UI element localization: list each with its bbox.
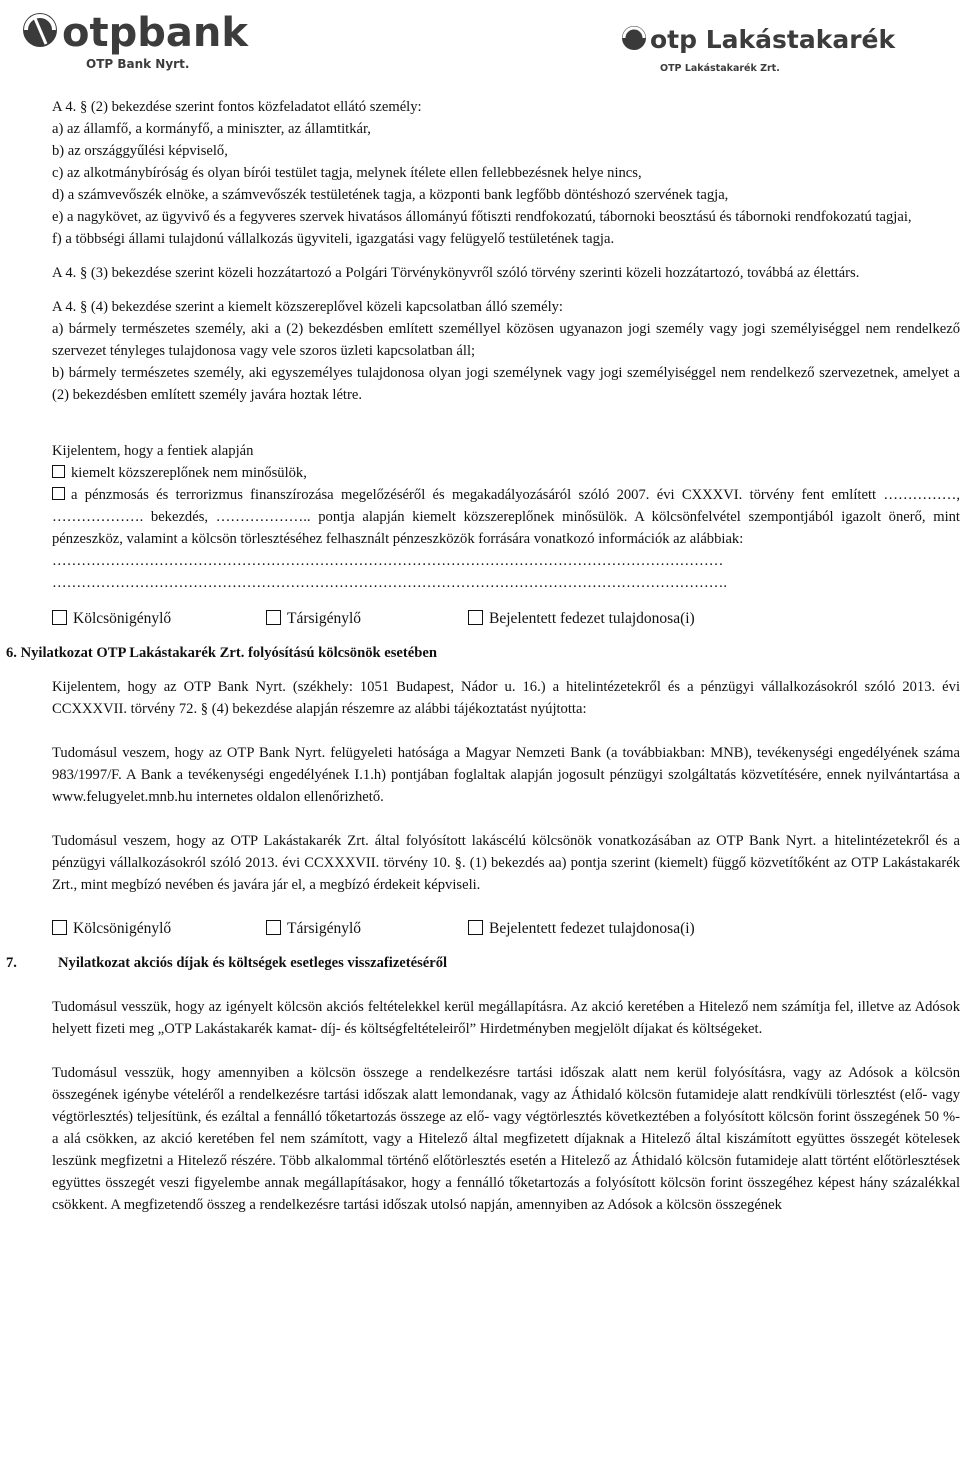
checkbox-coapplicant-1[interactable] — [266, 610, 281, 625]
otp-lakastakarek-emblem-icon — [622, 26, 646, 50]
sec-a2-item-a: a) az államfő, a kormányfő, a miniszter, az államtitkár, — [52, 121, 371, 137]
role-checkboxes-2 — [52, 918, 960, 940]
otp-lakastakarek-logo — [620, 16, 896, 76]
dotted-line-2[interactable]: …………………………………………………………………………………………………………………………. — [52, 575, 727, 591]
role-option-collateral-owner-2[interactable]: Bejelentett fedezet tulajdonosa(i) — [468, 918, 695, 940]
otp-lakastakarek-subtitle: OTP Lakástakarék Zrt. — [660, 63, 780, 74]
sec-a2-item-e: e) a nagykövet, az ügyvivő és a fegyveres szervek hivatásos állományú főtiszti rendfokozatú, tábornoki beosztású és tábornoki rendfokozatú tagjai, — [52, 209, 912, 225]
sec-a2-item-d: d) a számvevőszék elnöke, a számvevőszék testületének tagja, a központi bank legfőbb döntéshozó szervének tagja, — [52, 187, 729, 203]
checkbox-not-pep[interactable] — [52, 465, 65, 478]
section-6-paragraph-3: Tudomásul veszem, hogy az OTP Lakástakarék Zrt. által folyósított lakáscélú kölcsönök vonatkozásában az OTP Bank Nyrt. a hitelintézetekről és a pénzügyi vállalkozásokról szóló 2013. évi CCXXXVII. törvény 10. §. (1) bekezdés aa) pontja szerint (kiemelt) függő közvetítőként az OTP Lakástakarék Zrt., mint megbízó nevében és javára jár el, a megbízó érdekeit képviseli. — [52, 833, 960, 893]
role-checkboxes-1 — [52, 608, 960, 630]
otp-bank-subtitle: OTP Bank Nyrt. — [86, 57, 190, 71]
sec-a2-item-b: b) az országgyűlési képviselő, — [52, 143, 228, 159]
declaration-option-1-label: kiemelt közszereplőnek nem minősülök, — [71, 465, 307, 481]
checkbox-collateral-owner-2[interactable] — [468, 920, 483, 935]
sec-a3-paragraph: A 4. § (3) bekezdése szerint közeli hozzátartozó a Polgári Törvénykönyvről szóló törvény szerinti közeli hozzátartozó, továbbá az élettárs. — [52, 265, 860, 281]
checkbox-applicant-2[interactable] — [52, 920, 67, 935]
sec-a4-title: A 4. § (4) bekezdése szerint a kiemelt közszereplővel közeli kapcsolatban álló személy: — [52, 299, 563, 315]
role-option-collateral-owner-1[interactable]: Bejelentett fedezet tulajdonosa(i) — [468, 608, 695, 630]
checkbox-collateral-owner-1[interactable] — [468, 610, 483, 625]
section-7-number: 7. — [6, 955, 17, 971]
section-6-paragraph-2: Tudomásul veszem, hogy az OTP Bank Nyrt. felügyeleti hatósága a Magyar Nemzeti Bank (a továbbiakban: MNB), tevékenységi engedélyének száma 983/1997/F. A Bank a tevékenységi engedélyének I.1.h) pontjában foglaltak alapján jogosult pénzügyi szolgáltatás közvetítésére, ennek nyilvántartása a www.felugyelet.mnb.hu internetes oldalon ellenőrizhető. — [52, 745, 960, 805]
section-7-heading — [6, 952, 960, 974]
sec-a2-item-c: c) az alkotmánybíróság és olyan bírói testület tagja, melynek ítélete ellen fellebbezésnek helye nincs, — [52, 165, 642, 181]
declaration-intro: Kijelentem, hogy a fentiek alapján — [52, 443, 254, 459]
document-body — [6, 96, 960, 1216]
role-option-applicant-2[interactable]: Kölcsönigénylő — [52, 918, 266, 940]
section-7-paragraph-2: Tudomásul vesszük, hogy amennyiben a kölcsön összege a rendelkezésre tartási időszak alatt nem kerül folyósításra, vagy az Adósok a kölcsön összegének igénybe vételéről a rendelkezésre tartási időszak alatt lemondanak, vagy az Áthidaló kölcsön futamideje alatt rendkívüli törlesztést (elő- vagy végtörlesztés) teljesítünk, és ezáltal a fennálló tőketartozás összege az elő- vagy végtörlesztés következtében a folyósított kölcsön forint összegének 50 %-a alá csökken, az akció keretében fel nem számított, vagy a Hitelező által megfizetett díjaknak a Hitelező által kiszámított együttes összegét kötelesek leszünk megfizetni a Hitelező részére. Több alkalommal történő előtörlesztés esetén a Hitelező az Áthidaló kölcsön futamideje alatt történt előtörlesztések együttes összegét veszi figyelembe annak megállapításakor, hogy a fennálló tőketartozás a folyósított kölcsön forint összegéhez képest hány százalékkal csökkent. A megfizetendő összeg a rendelkezésre tartási időszak utolsó napján, amennyiben az Adósok a kölcsön összegének — [52, 1065, 960, 1213]
checkbox-coapplicant-2[interactable] — [266, 920, 281, 935]
sec-a4-item-b: b) bármely természetes személy, aki egyszemélyes tulajdonosa olyan jogi személynek vagy jogi személyiséggel nem rendelkező szervezetnek, amelyet a (2) bekezdésben említett személy javára hoztak létre. — [52, 365, 960, 403]
section-7-title: Nyilatkozat akciós díjak és költségek esetleges visszafizetéséről — [58, 955, 448, 971]
declaration-option-1 — [52, 462, 960, 484]
checkbox-applicant-1[interactable] — [52, 610, 67, 625]
sec-a4-item-a: a) bármely természetes személy, aki a (2) bekezdésben említett személlyel közösen ugyanazon jogi személy vagy jogi személyiséggel nem rendelkező szervezet tényleges tulajdonosa vagy vele szoros üzleti kapcsolatban áll; — [52, 321, 960, 359]
section-6-heading: 6. Nyilatkozat OTP Lakástakarék Zrt. folyósítású kölcsönök esetében — [6, 645, 437, 661]
section-6-paragraph-1: Kijelentem, hogy az OTP Bank Nyrt. (székhely: 1051 Budapest, Nádor u. 16.) a hitelintézetekről és a pénzügyi vállalkozásokról szóló 2013. évi CCXXXVII. törvény 72. § (4) bekezdése alapján részemre az alábbi tájékoztatást nyújtotta: — [52, 679, 960, 717]
checkbox-is-pep[interactable] — [52, 487, 65, 500]
declaration-option-2-label: a pénzmosás és terrorizmus finanszírozása megelőzéséről és megakadályozásáról szóló 2007. évi CXXXVI. törvény fent említett ……………, ………………. bekezdés, ……………….. pontja alapján kiemelt közszereplőnek minősülök. A kölcsönfelvétel szempontjából igazolt önerő, mint pénzeszköz, valamint a kölcsön törlesztéséhez felhasznált pénzeszközök forrására vonatkozó információk az alábbiak: — [52, 487, 960, 547]
role-option-coapplicant-2[interactable]: Társigénylő — [266, 918, 468, 940]
sec-a2-title: A 4. § (2) bekezdése szerint fontos közfeladatot ellátó személy: — [52, 99, 422, 115]
dotted-line-1[interactable]: ………………………………………………………………………………………………………………………… — [52, 553, 724, 569]
role-option-coapplicant-1[interactable]: Társigénylő — [266, 608, 468, 630]
sec-a2-item-f: f) a többségi állami tulajdonú vállalkozás ügyviteli, igazgatási vagy felügyelő testületének tagja. — [52, 231, 615, 247]
role-option-applicant-1[interactable]: Kölcsönigénylő — [52, 608, 266, 630]
page-header — [0, 0, 960, 80]
declaration-option-2 — [52, 484, 960, 550]
section-7-paragraph-1: Tudomásul vesszük, hogy az igényelt kölcsön akciós feltételekkel kerül megállapításra. Az akció keretében a Hitelező nem számítja fel, illetve az Adósok helyett fizeti meg „OTP Lakástakarék kamat- díj- és költségfeltételeiről” Hirdetményben megjelölt díjakat és költségeket. — [52, 999, 960, 1037]
otp-bank-wordmark: otpbank — [62, 10, 248, 56]
otp-bank-emblem-icon — [23, 13, 57, 47]
otp-bank-logo — [20, 2, 280, 74]
otp-lakastakarek-wordmark: otp Lakástakarék — [650, 25, 896, 54]
